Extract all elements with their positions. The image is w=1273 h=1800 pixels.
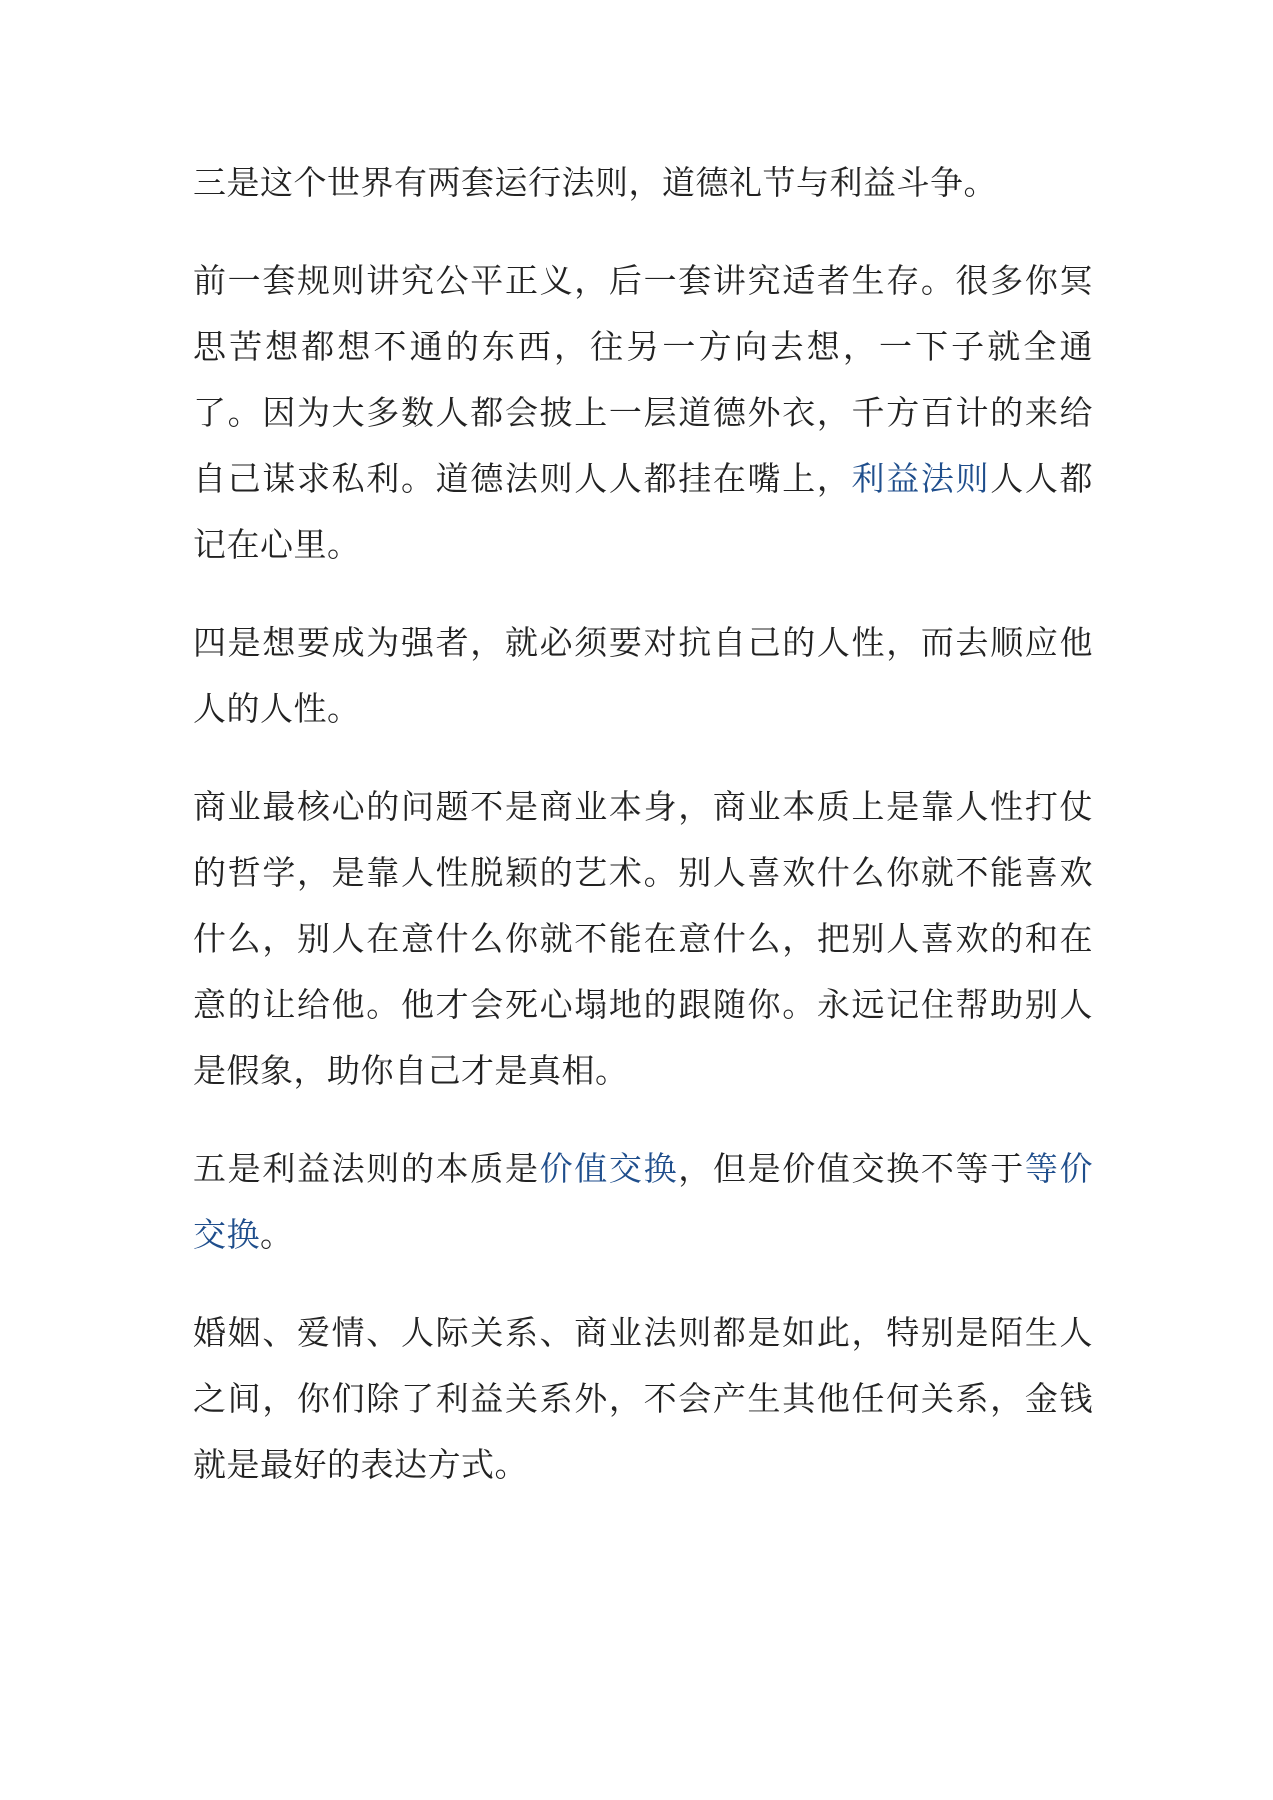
link-value-exchange[interactable]: 价值交换: [539, 1149, 679, 1188]
paragraph-rule-five: [193, 1136, 1093, 1268]
paragraph-text: 前一套规则讲究公平正义，后一套讲究适者生存。很多你冥思苦想都想不通的东西，往另一方向去想，一下子就全通了。因为大多数人都会披上一层道德外衣，千方百计的来给自己谋求私利。道德法则人人都挂在嘴上，: [193, 261, 1093, 498]
link-interest-rule[interactable]: 利益法则: [851, 459, 991, 498]
paragraph-two-rules: [193, 248, 1093, 578]
paragraph-text: 五是利益法则的本质是: [193, 1149, 540, 1188]
paragraph-text: ，但是价值交换不等于: [678, 1149, 1025, 1188]
paragraph-rule-three: [193, 150, 1093, 216]
paragraph-text: 四是想要成为强者，就必须要对抗自己的人性，而去顺应他人的人性。: [193, 623, 1093, 728]
article-body: [193, 150, 1093, 1530]
paragraph-rule-four: [193, 610, 1093, 742]
link-equal-exchange[interactable]: 等价交换: [193, 1149, 1094, 1254]
paragraph-text: 婚姻、爱情、人际关系、商业法则都是如此，特别是陌生人之间，你们除了利益关系外，不会产生其他任何关系，金钱就是最好的表达方式。: [193, 1313, 1093, 1484]
paragraph-relationships: [193, 1300, 1093, 1498]
paragraph-text: 三是这个世界有两套运行法则，道德礼节与利益斗争。: [193, 163, 997, 202]
paragraph-text: 商业最核心的问题不是商业本身，商业本质上是靠人性打仗的哲学，是靠人性脱颖的艺术。别人喜欢什么你就不能喜欢什么，别人在意什么你就不能在意什么，把别人喜欢的和在意的让给他。他才会死心塌地的跟随你。永远记住帮助别人是假象，助你自己才是真相。: [193, 787, 1093, 1090]
paragraph-business: [193, 774, 1093, 1104]
paragraph-text: 。: [260, 1215, 294, 1254]
paragraph-text: 人人都记在心里。: [193, 459, 1094, 564]
